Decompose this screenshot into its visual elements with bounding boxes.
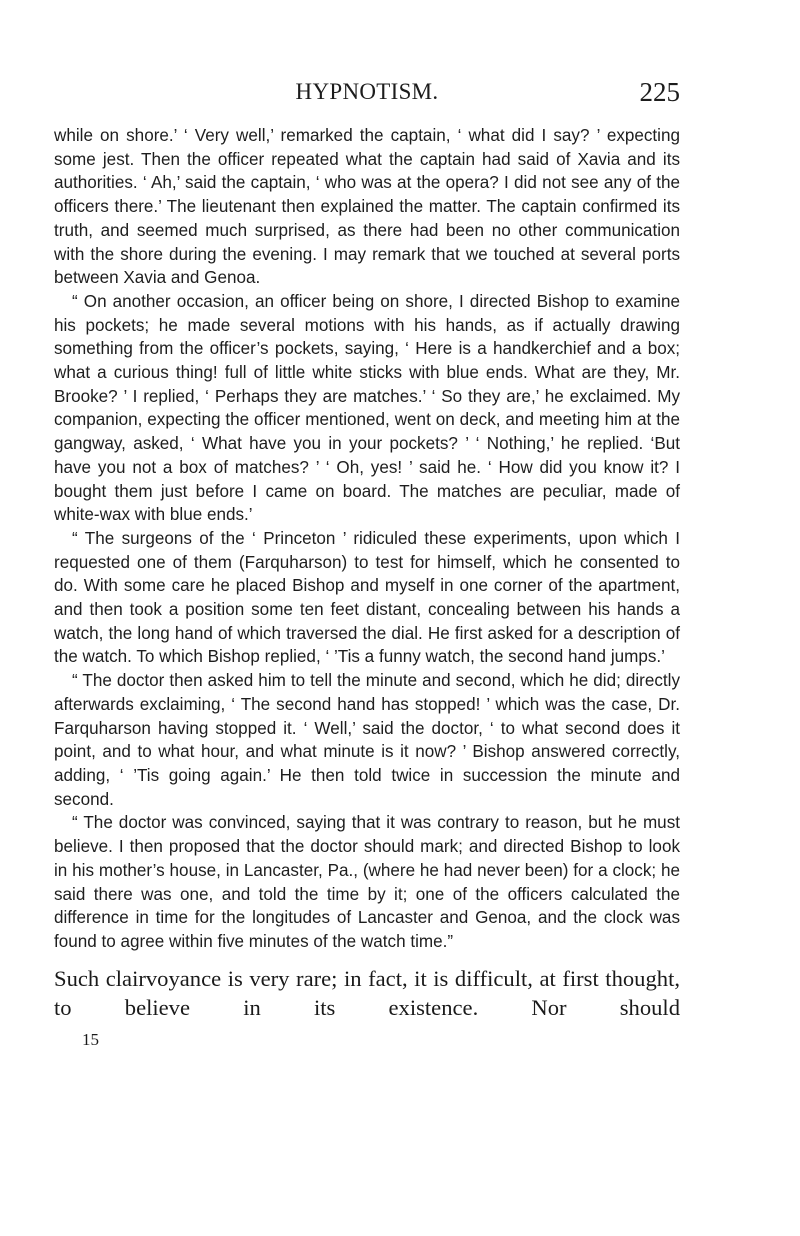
paragraph: “ The doctor then asked him to tell the minute and second, which he did; directly afterwards exclaiming, ‘ The second hand has stopped! ’ which was the case, Dr. Farquharson having stopped it. ‘ Well,’ said the doctor, ‘ to what second does it point, and to what hour, and what minute is it now? ’ Bishop answered correctly, adding, ‘ ’Tis going again.’ He then told twice in succession the minute and second.: [54, 671, 680, 809]
signature-mark: 15: [82, 1030, 99, 1049]
paragraph: “ On another occasion, an officer being on shore, I directed Bishop to examine his pockets; he made several motions with his hands, as if actually drawing something from the officer’s pockets, saying, ‘ Here is a handkerchief and a box; what a curious thing! full of little white sticks with blue ends. What are they, Mr. Brooke? ’ I replied, ‘ Perhaps they are matches.’ ‘ So they are,’ he exclaimed. My companion, expecting the officer mentioned, went on deck, and meeting him at the gangway, asked, ‘ What have you in your pockets? ’ ‘ Nothing,’ he replied. ‘But have you not a box of matches? ’ ‘ Oh, yes! ’ said he. ‘ How did you know it? I bought them just before I came on board. The matches are peculiar, made of white-wax with blue ends.’: [54, 291, 680, 525]
paragraph: “ The doctor was convinced, saying that it was contrary to reason, but he must believe. I then proposed that the doctor should mark; and directed Bishop to look in his mother’s house, in Lancaster, Pa., (where he had never been) for a clock; he said there was one, and told the time by it; one of the officers calculated the difference in time for the longitudes of Lancaster and Genoa, and the clock was found to agree within five minutes of the watch time.”: [54, 813, 680, 951]
page-number: 225: [639, 77, 680, 107]
body-text: [54, 124, 680, 954]
large-type-passage: Such clairvoyance is very rare; in fact, it is difficult, at first thought, to believe in its existence. Nor should: [54, 966, 680, 1020]
running-title: HYPNOTISM.: [295, 79, 439, 104]
book-page: [54, 0, 680, 1236]
paragraph: “ The surgeons of the ‘ Princeton ’ ridiculed these experiments, upon which I requested one of them (Farquharson) to test for himself, which he consented to do. With some care he placed Bishop and myself in one corner of the apartment, and then took a position some ten feet distant, concealing between his hands a watch, the long hand of which traversed the dial. He first asked for a description of the watch. To which Bishop replied, ‘ ’Tis a funny watch, the second hand jumps.’: [54, 528, 680, 667]
running-head: [54, 76, 680, 108]
paragraph: while on shore.’ ‘ Very well,’ remarked the captain, ‘ what did I say? ’ expecting some jest. Then the officer repeated what the captain had said of Xavia and its authorities. ‘ Ah,’ said the captain, ‘ who was at the opera? I did not see any of the officers there.’ The lieutenant then explained the matter. The captain confirmed its truth, and seemed much surprised, as there had been no other communication with the shore during the evening. I may remark that we touched at several ports between Xavia and Genoa.: [54, 126, 680, 288]
